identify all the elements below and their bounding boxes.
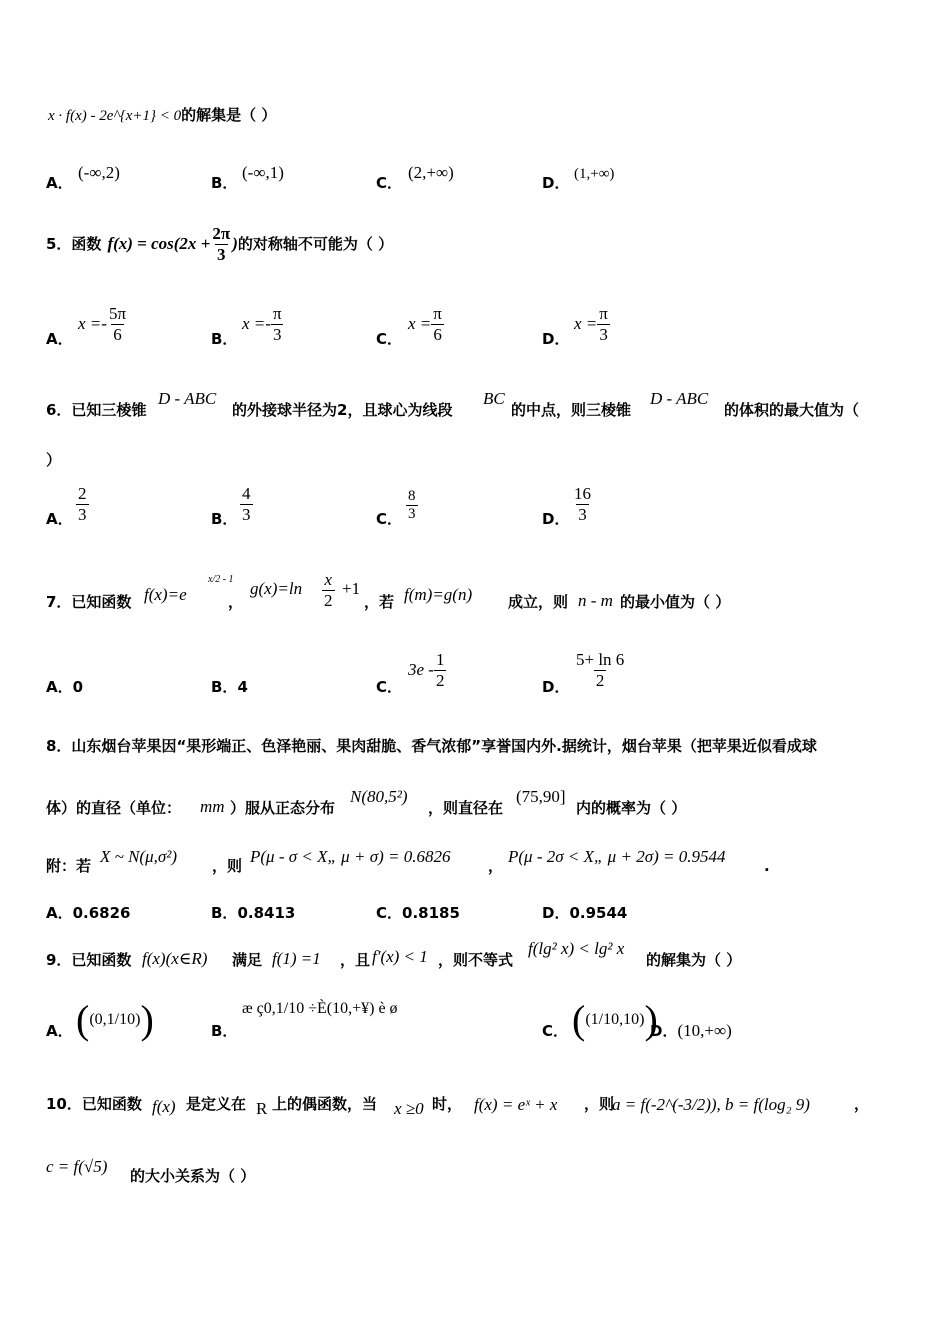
option-label: A． [46, 1022, 73, 1040]
frac-num: 8 [408, 488, 416, 504]
q5-option-c-value [408, 304, 444, 344]
q8-note [46, 846, 906, 876]
frac-den: 2 [324, 590, 333, 610]
q8-text-d: 内的概率为（ ） [576, 799, 687, 817]
frac-num: 2 [78, 484, 87, 503]
q5-option-d[interactable] [542, 330, 569, 348]
q5-options [46, 304, 746, 354]
q7-comma: ， [228, 593, 244, 611]
q9-text-1: 满足 [232, 951, 263, 969]
option-label: D． [542, 904, 570, 922]
frac-den: 3 [272, 324, 282, 344]
option-value: 0.8185 [402, 904, 460, 922]
q5-option-d-value [574, 304, 610, 344]
frac-num: 16 [574, 484, 591, 503]
frac-num: x [324, 570, 333, 589]
q8-text-a: 体）的直径（单位： [46, 799, 182, 817]
q5-text: 的对称轴不可能为（ ） [237, 234, 394, 253]
q7-expression: n - m [578, 591, 613, 610]
q6-text-1: 的外接球半径为2，且球心为线段 [232, 401, 453, 419]
q9-text-3: ，则不等式 [438, 951, 514, 969]
q9-domain: f(x)(x∈R) [142, 949, 208, 968]
q4-option-b-value: (-∞,1) [242, 163, 284, 182]
q6-segment: BC [483, 389, 505, 408]
q9-stem [46, 940, 906, 970]
q9-options [46, 996, 766, 1048]
q6-text-2: 的中点，则三棱锥 [511, 401, 632, 419]
q5-frac-num: 2π [212, 224, 231, 243]
paren-right-icon: ) [644, 997, 658, 1042]
paren-left-icon: ( [76, 997, 90, 1042]
option-fraction [107, 304, 128, 344]
q6-option-a-value [76, 484, 89, 524]
q8-option-d[interactable] [542, 904, 627, 922]
q5-option-c[interactable] [376, 330, 402, 348]
frac-den: 3 [578, 504, 587, 524]
frac-den: 2 [595, 670, 605, 690]
frac-den: 6 [433, 324, 442, 344]
q6-stem [46, 390, 906, 420]
q10-values: a = f(-2^(-3/2)), b = f(log₂ 9) [612, 1095, 810, 1114]
option-label: D． [650, 1022, 678, 1040]
q10-text-3: 时， [432, 1095, 463, 1113]
q8-interval: (75,90] [516, 787, 566, 806]
q4-stem-text: 的解集是（ ） [181, 106, 277, 124]
q9-option-a[interactable] [46, 1022, 73, 1040]
q9-inequality: f(lg² x) < lg² x [528, 939, 625, 958]
q8-note-b: ，则 [212, 857, 243, 875]
option-prefix: x = [574, 313, 598, 333]
option-value: 0.8413 [237, 904, 296, 922]
q8-note-d: . [764, 857, 770, 875]
q8-options [46, 904, 746, 926]
q7-option-c-value [408, 650, 446, 690]
q10-function: f(x) [152, 1097, 176, 1116]
option-value: 0 [72, 678, 84, 696]
q6-text-3: 的体积的最大值为（ [724, 401, 860, 419]
option-label: B． [211, 904, 238, 922]
q6-option-c-value [406, 488, 418, 524]
q9-option-c-value [572, 996, 658, 1044]
q9-option-a-value [76, 996, 154, 1044]
q4-options [46, 164, 746, 194]
q7-g-tail: +1 [342, 579, 361, 598]
q5-option-a-value [78, 304, 128, 344]
q5-frac-den: 3 [217, 244, 226, 264]
q7-option-a[interactable] [46, 678, 83, 696]
frac-num: 5π [108, 304, 127, 323]
q6-close: ） [46, 451, 62, 469]
q8-line-1: 8．山东烟台苹果因“果形端正、色泽艳丽、果肉甜脆、香气浓郁”享誉国内外.据统计，烟台苹果（把苹果近似看成球 [46, 737, 817, 755]
q10-stem [46, 1082, 906, 1116]
q7-text-3: 的最小值为（ ） [620, 593, 731, 611]
frac-den: 3 [78, 504, 87, 524]
q10-line-2 [46, 1156, 446, 1186]
frac-num: 5+ ln 6 [576, 650, 625, 669]
q6-option-b-value [240, 484, 253, 524]
q4-option-c[interactable] [376, 174, 402, 192]
option-label: A． [46, 904, 73, 922]
q10-reals: R [256, 1099, 268, 1118]
frac-den: 6 [113, 324, 122, 344]
q7-options [46, 650, 746, 700]
q4-stem [48, 106, 276, 125]
q9-text-4: 的解集为（ ） [646, 951, 742, 969]
q7-option-d[interactable] [542, 678, 569, 696]
q10-text-5: ， [854, 1095, 870, 1113]
q9-c-text: (1/10,10) [585, 1011, 645, 1029]
q10-definition: f(x) = eˣ + x [474, 1095, 558, 1114]
q9-option-d[interactable] [650, 1022, 732, 1041]
q10-c-value: c = f(√5) [46, 1157, 108, 1176]
option-label: C． [376, 678, 403, 696]
q7-f: f(x)=e [144, 585, 187, 604]
q8-option-b[interactable] [211, 904, 295, 922]
option-fraction [431, 304, 444, 344]
option-prefix: x =- [242, 313, 271, 333]
option-label: B． [211, 1022, 238, 1040]
option-prefix: x =- [78, 313, 107, 333]
q8-note-c: ， [488, 857, 504, 875]
option-label: A． [46, 174, 73, 192]
q8-prob-1: P(μ - σ < X„ μ + σ) = 0.6826 [250, 847, 451, 866]
q5-stem [46, 224, 393, 264]
q10-text-4: ，则 [584, 1095, 615, 1113]
option-label: C． [376, 904, 403, 922]
option-label: C． [376, 510, 403, 528]
q7-f-exponent: x/2 - 1 [208, 574, 234, 585]
q8-prob-2: P(μ - 2σ < X„ μ + 2σ) = 0.9544 [508, 847, 726, 866]
q5-option-a[interactable] [46, 330, 73, 348]
frac-den: 3 [242, 504, 251, 524]
q7-number: 7．已知函数 [46, 593, 132, 611]
q10-condition: x ≥0 [394, 1099, 424, 1118]
q8-option-c[interactable] [376, 904, 460, 922]
q6-option-d[interactable] [542, 510, 569, 528]
option-fraction [434, 650, 447, 690]
option-value: (10,+∞) [677, 1021, 732, 1040]
q6-option-d-value [572, 484, 593, 524]
q4-option-d[interactable] [542, 174, 569, 192]
q9-derivative: f′(x) < 1 [372, 947, 428, 966]
q8-normal-dist: X ~ N(μ,σ²) [100, 847, 178, 866]
frac-den: 2 [435, 670, 445, 690]
q4-option-c-value: (2,+∞) [408, 163, 454, 182]
option-label: A． [46, 678, 73, 696]
q7-g-fraction [322, 570, 335, 610]
q7-option-b[interactable] [211, 678, 248, 696]
q9-text-2: ，且 [340, 951, 371, 969]
q7-option-c[interactable] [376, 678, 402, 696]
frac-num: π [433, 304, 442, 323]
q9-a-text: (0,1/10) [89, 1011, 141, 1029]
q6-option-a[interactable] [46, 510, 73, 528]
frac-num: 4 [242, 484, 251, 503]
option-label: B． [211, 330, 238, 348]
paren-right-icon: ) [140, 997, 154, 1042]
frac-num: π [599, 304, 608, 323]
option-value: 4 [237, 678, 248, 696]
q4-option-b[interactable] [211, 174, 237, 192]
option-label: D． [542, 678, 570, 696]
q9-option-c[interactable] [542, 1022, 568, 1040]
q8-text-c: ，则直径在 [428, 799, 504, 817]
q4-option-a-value: (-∞,2) [78, 163, 120, 182]
option-fraction [597, 304, 610, 344]
frac-den: 3 [408, 506, 416, 523]
q7-g: g(x)=ln [250, 579, 303, 598]
q7-condition: f(m)=g(n) [404, 585, 473, 604]
q10-number: 10．已知函数 [46, 1095, 142, 1113]
q7-text-2: 成立，则 [508, 593, 569, 611]
q5-option-b[interactable] [211, 330, 237, 348]
q5-func-close: ) [232, 233, 238, 253]
option-label: A． [46, 510, 73, 528]
option-label: D． [542, 174, 570, 192]
q9-option-b[interactable] [211, 1022, 237, 1040]
q10-text-6: 的大小关系为（ ） [130, 1167, 256, 1185]
q6-options [46, 484, 746, 534]
q7-option-d-value [574, 650, 626, 690]
q7-text-1: ，若 [364, 593, 395, 611]
option-fraction [271, 304, 284, 344]
q4-option-d-value: (1,+∞) [574, 166, 615, 182]
q8-note-a: 附：若 [46, 857, 92, 875]
q9-value: f(1) =1 [272, 949, 321, 968]
frac-num: 1 [435, 650, 445, 669]
q4-inequality: x · f(x) - 2e^{x+1} < 0 [48, 108, 182, 124]
q10-text-1: 是定义在 [186, 1095, 247, 1113]
q6-pyramid-1: D - ABC [158, 389, 217, 408]
option-label: C． [376, 174, 403, 192]
q8-line-2 [46, 788, 906, 818]
q5-number: 5．函数 [46, 234, 102, 253]
q9-number: 9．已知函数 [46, 951, 132, 969]
q10-text-2: 上的偶函数，当 [272, 1095, 378, 1113]
option-label: C． [376, 330, 403, 348]
q9-option-b-value: æ ç0,1/10 ÷È(10,+¥) è ø [242, 1000, 398, 1017]
q6-option-c[interactable] [376, 510, 402, 528]
option-label: D． [542, 330, 570, 348]
q8-text-b: ）服从正态分布 [230, 799, 336, 817]
q5-fraction [210, 224, 232, 264]
q5-option-b-value [242, 304, 284, 344]
option-label: C． [542, 1022, 569, 1040]
q5-function: f(x) = cos(2x + [107, 233, 211, 253]
paren-left-icon: ( [572, 997, 586, 1042]
option-label: A． [46, 330, 73, 348]
q6-pyramid-2: D - ABC [650, 389, 709, 408]
q8-unit: mm [200, 797, 225, 816]
frac-den: 3 [599, 324, 608, 344]
option-label: D． [542, 510, 570, 528]
q7-stem [46, 570, 906, 618]
option-value: 0.9544 [569, 904, 628, 922]
option-prefix: 3e - [408, 659, 434, 679]
option-label: B． [211, 174, 238, 192]
q8-distribution: N(80,5²) [350, 787, 408, 806]
q6-option-b[interactable] [211, 510, 237, 528]
q6-number: 6．已知三棱锥 [46, 401, 147, 419]
frac-num: π [272, 304, 282, 323]
q8-option-a[interactable] [46, 904, 131, 922]
option-label: B． [211, 510, 238, 528]
option-prefix: x = [408, 313, 432, 333]
option-value: 0.6826 [72, 904, 131, 922]
option-label: B． [211, 678, 238, 696]
q4-option-a[interactable] [46, 174, 73, 192]
